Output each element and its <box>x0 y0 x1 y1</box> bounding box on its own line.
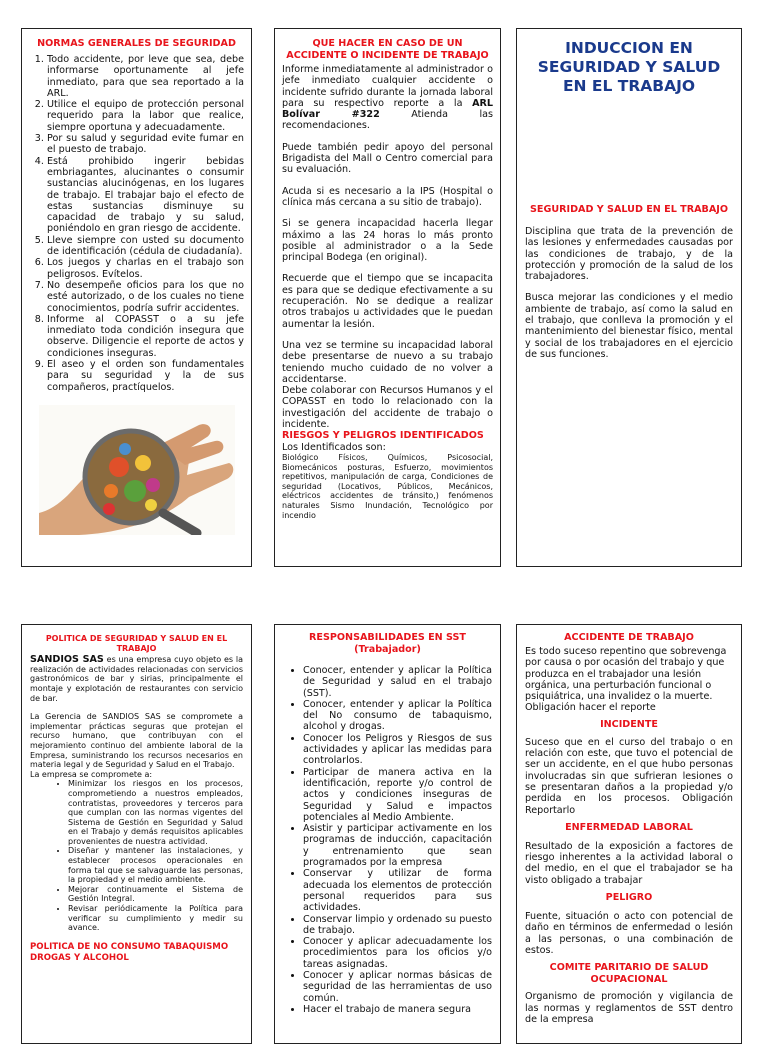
section-heading: COMITE PARITARIO DE SALUD OCUPACIONAL <box>549 962 709 985</box>
politica-title: POLITICA DE SEGURIDAD Y SALUD EN EL TRABAJO <box>45 634 228 653</box>
text-span: Atienda las recomendaciones. <box>282 109 493 132</box>
normas-generales-panel <box>21 28 252 567</box>
riesgos-list: Biológico Físicos, Químicos, Psicosocial, Biomecánicos posturas, Esfuerzo, movimientos repetitivos, manipulación de carga, Condiciones de seguridad (Locativos, Públicos, Mecánicos, eléctricos accidentes de tránsito,) fenómenos naturales Sismo Inundación, Tecnológico por incendio <box>282 453 493 520</box>
rules-list <box>29 54 244 393</box>
list-item: 6. Los juegos y charlas en el trabajo son peligrosos. Evítelos. <box>47 257 244 280</box>
list-item: • Mejorar continuamente el Sistema de Gestión Integral. <box>68 885 243 904</box>
list-item: 5. Lleve siempre con usted su documento de identificación (cédula de ciudadanía). <box>47 235 244 258</box>
paragraph: Si se genera incapacidad hacerla llegar máximo a las 24 horas lo más pronto posible al administrador o a la Sede principal Bodega (en original). <box>282 218 493 264</box>
text-span: Informe inmediatamente al administrador o jefe inmediato cualquier accidente o incidente sufrido durante la jornada laboral para su respectivo reporte a la <box>282 64 493 109</box>
list-item: • Minimizar los riesgos en los procesos, comprometiendo a nuestros empleados, contratistas, proveedores y terceros para que cumplan con las normas vigentes del Sistema de Gestión en Seguridad y Salud en el Trabajo y demás requisitos aplicables provenientes de nuestra actividad. <box>68 779 243 846</box>
list-item: • Conocer y aplicar normas básicas de seguridad de las herramientas de uso común. <box>303 970 492 1004</box>
list-item: • Conocer y aplicar adecuadamente los procedimientos para los oficios y/o tareas asignadas. <box>303 936 492 970</box>
list-item: 9. El aseo y el orden son fundamentales para su seguridad y la de sus compañeros, practíquelos. <box>47 359 244 393</box>
list-item: • Participar de manera activa en la identificación, reporte y/o control de actos y condiciones inseguras de Seguridad y Salud e impactos potenciales al Medio Ambiente. <box>303 767 492 823</box>
section-heading: SEGURIDAD Y SALUD EN EL TRABAJO <box>529 204 728 215</box>
commitments-list <box>30 779 243 933</box>
list-item: • Conocer, entender y aplicar la Política del No consumo de tabaquismo, alcohol y drogas. <box>303 699 492 733</box>
text-span: es una empresa cuyo objeto es la realización de actividades relacionadas con servicios gastronómicos de bar y sirias, principalmente el montaje y explotación de restaurantes con servicio de bar. <box>30 655 244 703</box>
list-item: 7. No desempeñe oficios para los que no esté autorizado, o de los cuales no tiene conocimientos, podría sufrir accidentes. <box>47 280 244 314</box>
section-heading: PELIGRO <box>605 892 653 904</box>
list-item: • Revisar periódicamente la Política para verificar su cumplimiento y medir su avance. <box>68 904 243 933</box>
section-heading: POLITICA DE NO CONSUMO TABAQUISMO DROGAS Y ALCOHOL <box>30 941 229 963</box>
list-item: 1. Todo accidente, por leve que sea, debe informarse oportunamente al jefe inmediato, para que sea reportado a la ARL. <box>47 54 244 99</box>
accidente-procedimiento-title: QUE HACER EN CASO DE UN ACCIDENTE O INCIDENTE DE TRABAJO <box>286 38 489 61</box>
cover-panel <box>516 28 742 567</box>
responsabilidades-panel <box>274 624 501 1044</box>
list-item: 3. Por su salud y seguridad evite fumar en el puesto de trabajo. <box>47 133 244 156</box>
page-title: INDUCCION EN SEGURIDAD Y SALUD EN EL TRABAJO <box>537 39 721 95</box>
paragraph: Busca mejorar las condiciones y el medio ambiente de trabajo, así como la salud en el trabajo, que conlleva la promoción y el mantenimiento del bienestar físico, mental y social de los trabajadores en el ejercicio de sus funciones. <box>525 292 733 360</box>
list-item: • Conocer, entender y aplicar la Política de Seguridad y salud en el trabajo (SST). <box>303 665 492 699</box>
list-item: • Conservar y utilizar de forma adecuada los elementos de protección personal requeridos para sus actividades. <box>303 868 492 913</box>
arl-name: ARL Bolívar #322 <box>282 97 493 121</box>
paragraph: Fuente, situación o acto con potencial de daño en términos de enfermedad o lesión a las personas, o una combinación de estos. <box>525 911 733 956</box>
section-heading: INCIDENTE <box>600 718 658 730</box>
list-item: 8. Informe al COPASST o a su jefe inmediato toda condición insegura que observe. Diligencie el reporte de actos y condiciones inseguras. <box>47 314 244 359</box>
list-item: 2. Utilice el equipo de protección personal requerido para la labor que realice, siempre oportuna y adecuadamente. <box>47 99 244 133</box>
paragraph: Organismo de promoción y vigilancia de las normas y reglamentos de SST dentro de la empresa <box>525 991 733 1025</box>
hand-magnifier-illustration <box>39 405 235 535</box>
company-name: SANDIOS SAS <box>30 654 104 666</box>
list-item: • Conocer los Peligros y Riesgos de sus actividades y aplicar las medidas para controlarlos. <box>303 733 492 767</box>
paragraph: Es todo suceso repentino que sobrevenga por causa o por ocasión del trabajo y que produzca en el trabajador una lesión orgánica, una perturbación funcional o psiquiátrica, una invalidez o la muerte. Obligación hacer el reporte <box>525 646 727 714</box>
paragraph: La Gerencia de SANDIOS SAS se compromete a implementar prácticas seguras que protejan el recurso humano, que contribuyan con el mejoramiento continuo del ambiente laboral de la Empresa, suministrando los recursos necesarios en materia legal y de Seguridad y Salud en el Trabajo. <box>30 712 243 770</box>
paragraph: Recuerde que el tiempo que se incapacita es para que se dedique efectivamente a su recuperación. No se dedique a realizar otros trabajos u actividades que le puedan aumentar la lesión. <box>282 273 493 330</box>
definiciones-panel <box>516 624 742 1044</box>
section-heading: ENFERMEDAD LABORAL <box>565 821 693 833</box>
paragraph <box>282 64 493 132</box>
paragraph: Disciplina que trata de la prevención de las lesiones y enfermedades causadas por las condiciones de trabajo, y de la protección y promoción de la salud de los trabajadores. <box>525 226 733 283</box>
paragraph: Debe colaborar con Recursos Humanos y el COPASST en todo lo relacionado con la investigación del accidente de trabajo o incidente. <box>282 385 493 431</box>
responsibilities-list <box>283 665 492 1015</box>
list-item: 4. Está prohibido ingerir bebidas embriagantes, alucinantes o consumir sustancias alucinógenas, en los lugares de trabajo. El trabajar bajo el efecto de estas sustancias disminuye su capacidad de trabajo y su salud, poniéndolo en gran riesgo de accidente. <box>47 156 244 235</box>
paragraph: Resultado de la exposición a factores de riesgo inherentes a la actividad laboral o del medio, en el que el trabajador se ha visto obligado a trabajar <box>525 840 733 886</box>
riesgos-title: RIESGOS Y PELIGROS IDENTIFICADOS <box>282 430 484 442</box>
paragraph <box>30 655 243 703</box>
section-heading: ACCIDENTE DE TRABAJO <box>564 632 694 643</box>
accidente-procedimiento-panel <box>274 28 501 567</box>
responsabilidades-title: RESPONSABILIDADES EN SST (Trabajador) <box>309 632 466 655</box>
paragraph: Acuda si es necesario a la IPS (Hospital o clínica más cercana a su sitio de trabajo). <box>282 185 493 208</box>
paragraph: Puede también pedir apoyo del personal Brigadista del Mall o Centro comercial para su evaluación. <box>282 141 493 176</box>
list-item: • Conservar limpio y ordenado su puesto de trabajo. <box>303 914 492 937</box>
normas-title: NORMAS GENERALES DE SEGURIDAD <box>37 38 236 49</box>
paragraph: Una vez se termine su incapacidad laboral debe presentarse de nuevo a su trabajo teniendo mucho cuidado de no volver a accidentarse. <box>282 339 493 385</box>
riesgos-intro: Los Identificados son: <box>282 441 386 453</box>
list-item: • Hacer el trabajo de manera segura <box>303 1004 492 1015</box>
list-item: • Asistir y participar activamente en los programas de inducción, capacitación y entrenamiento que sean programados por la empresa <box>303 823 492 868</box>
paragraph: Suceso que en el curso del trabajo o en relación con este, que tuvo el potencial de ser un accidente, en el que hubo personas involucradas sin que sufrieran lesiones o se presentaran daños a la propiedad y/o perdida en los procesos. Obligación Reportarlo <box>525 736 733 816</box>
list-item: • Diseñar y mantener las instalaciones, y establecer procesos operacionales en forma tal que se salvaguarde las personas, la propiedad y el medio ambiente. <box>68 846 243 884</box>
paragraph: La empresa se compromete a: <box>30 769 153 779</box>
politica-panel <box>21 624 252 1044</box>
